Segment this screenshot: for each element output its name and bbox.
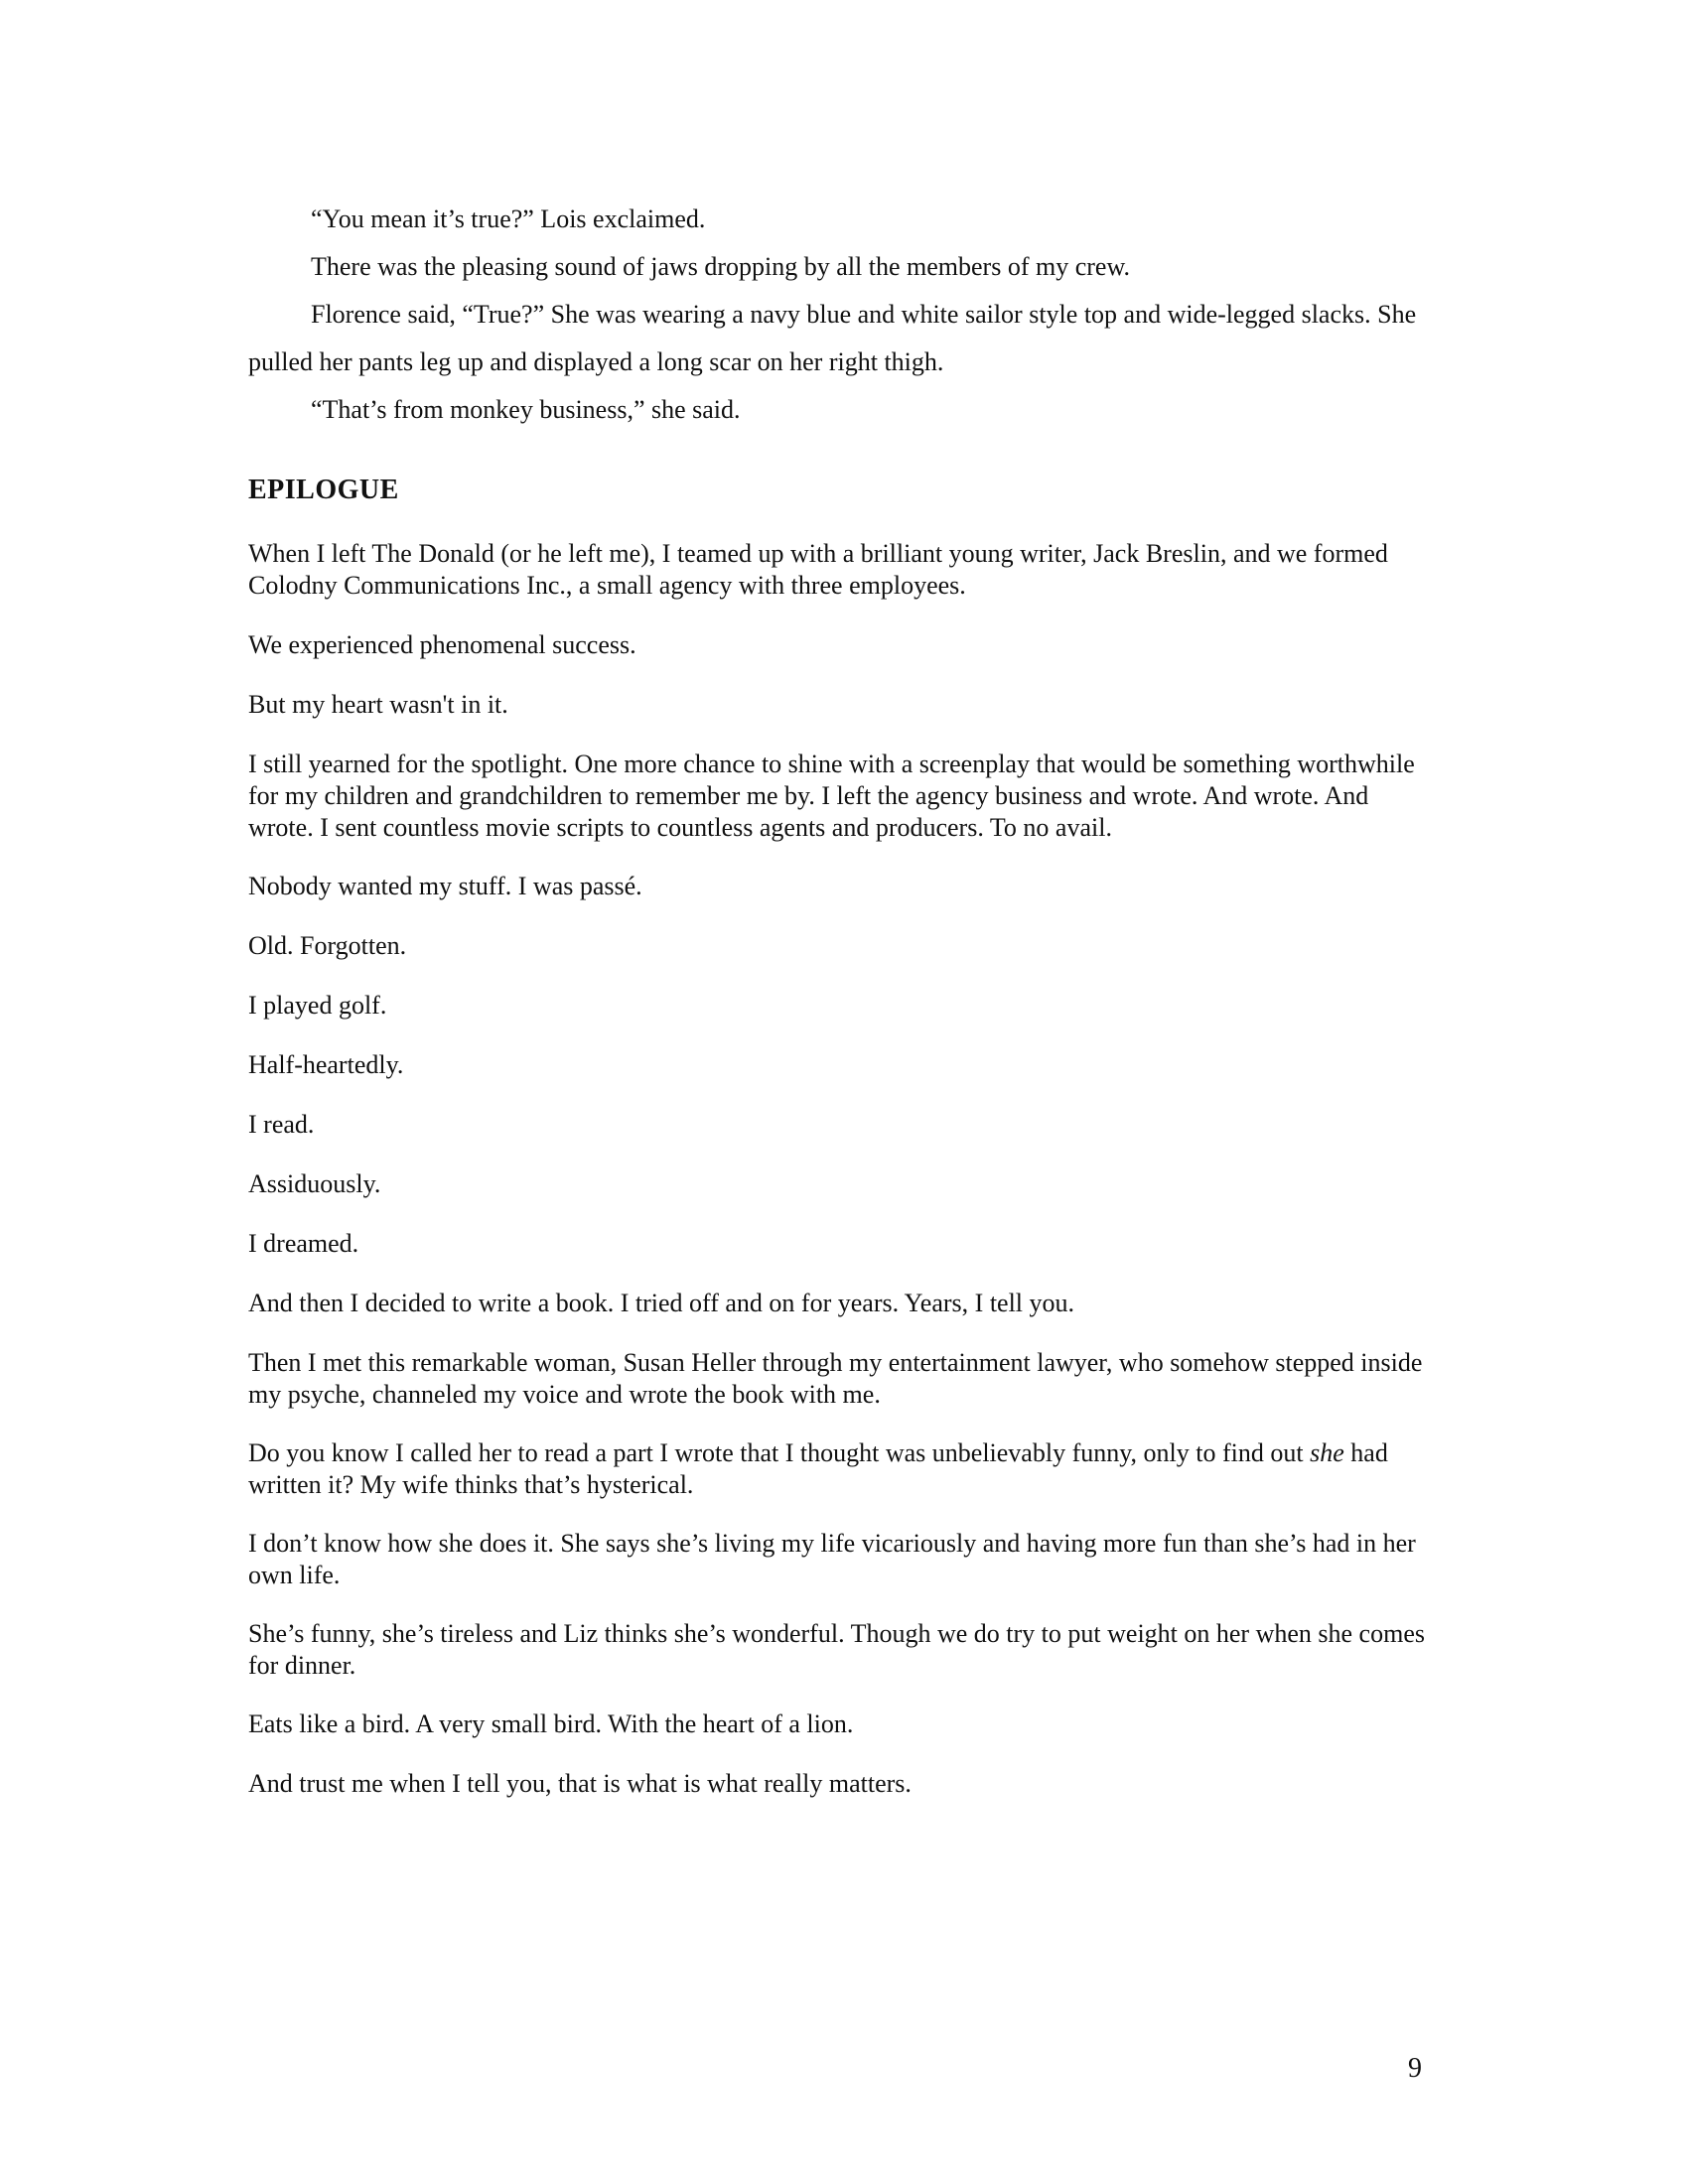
epilogue-paragraph: I played golf. <box>248 991 387 1020</box>
epilogue-paragraph: I still yearned for the spotlight. One more chance to shine with a screenplay that would be something worthwhile for my children and grandchildren to remember me by. I left the agency business and wrote. And wrote. And wrote. I sent countless movie scripts to countless agents and producers. To no avail. <box>248 750 1415 842</box>
paragraph-text: had written it? My wife thinks that’s hysterical. <box>248 1438 1388 1499</box>
page-number: 9 <box>1408 2053 1422 2084</box>
emphasized-word: she <box>1310 1438 1344 1467</box>
section-heading: EPILOGUE <box>248 475 399 505</box>
dialogue-section <box>248 196 1440 434</box>
epilogue-paragraph: And then I decided to write a book. I tried off and on for years. Years, I tell you. <box>248 1289 1075 1317</box>
epilogue-paragraph: When I left The Donald (or he left me), I teamed up with a brilliant young writer, Jack Breslin, and we formed Colodny Communications Inc., a small agency with three employees. <box>248 539 1388 600</box>
epilogue-paragraph: We experienced phenomenal success. <box>248 630 636 659</box>
epilogue-paragraph: Half-heartedly. <box>248 1050 404 1079</box>
epilogue-paragraph: Old. Forgotten. <box>248 931 407 960</box>
epilogue-paragraph: I don’t know how she does it. She says she’s living my life vicariously and having more fun than she’s had in her own life. <box>248 1529 1416 1589</box>
dialogue-paragraph: Florence said, “True?” She was wearing a navy blue and white sailor style top and wide-legged slacks. She pulled her pants leg up and displayed a long scar on her right thigh. <box>248 300 1417 376</box>
dialogue-paragraph: “You mean it’s true?” Lois exclaimed. <box>311 205 706 233</box>
epilogue-paragraph: She’s funny, she’s tireless and Liz thinks she’s wonderful. Though we do try to put weight on her when she comes for dinner. <box>248 1619 1425 1680</box>
dialogue-paragraph: “That’s from monkey business,” she said. <box>311 395 741 424</box>
paragraph-text: Do you know I called her to read a part I wrote that I thought was unbelievably funny, only to find out <box>248 1438 1311 1467</box>
epilogue-paragraph: Nobody wanted my stuff. I was passé. <box>248 872 642 900</box>
epilogue-paragraph: And trust me when I tell you, that is what is what really matters. <box>248 1769 912 1798</box>
epilogue-paragraph: Assiduously. <box>248 1169 381 1198</box>
dialogue-paragraph: There was the pleasing sound of jaws dropping by all the members of my crew. <box>311 252 1131 281</box>
epilogue-paragraph: But my heart wasn't in it. <box>248 690 508 719</box>
epilogue-paragraph <box>248 1437 1440 1501</box>
epilogue-paragraph: Then I met this remarkable woman, Susan Heller through my entertainment lawyer, who somehow stepped inside my psyche, channeled my voice and wrote the book with me. <box>248 1348 1423 1409</box>
epilogue-paragraph: I read. <box>248 1110 315 1139</box>
epilogue-paragraph: Eats like a bird. A very small bird. With the heart of a lion. <box>248 1709 854 1738</box>
epilogue-paragraph: I dreamed. <box>248 1229 359 1258</box>
